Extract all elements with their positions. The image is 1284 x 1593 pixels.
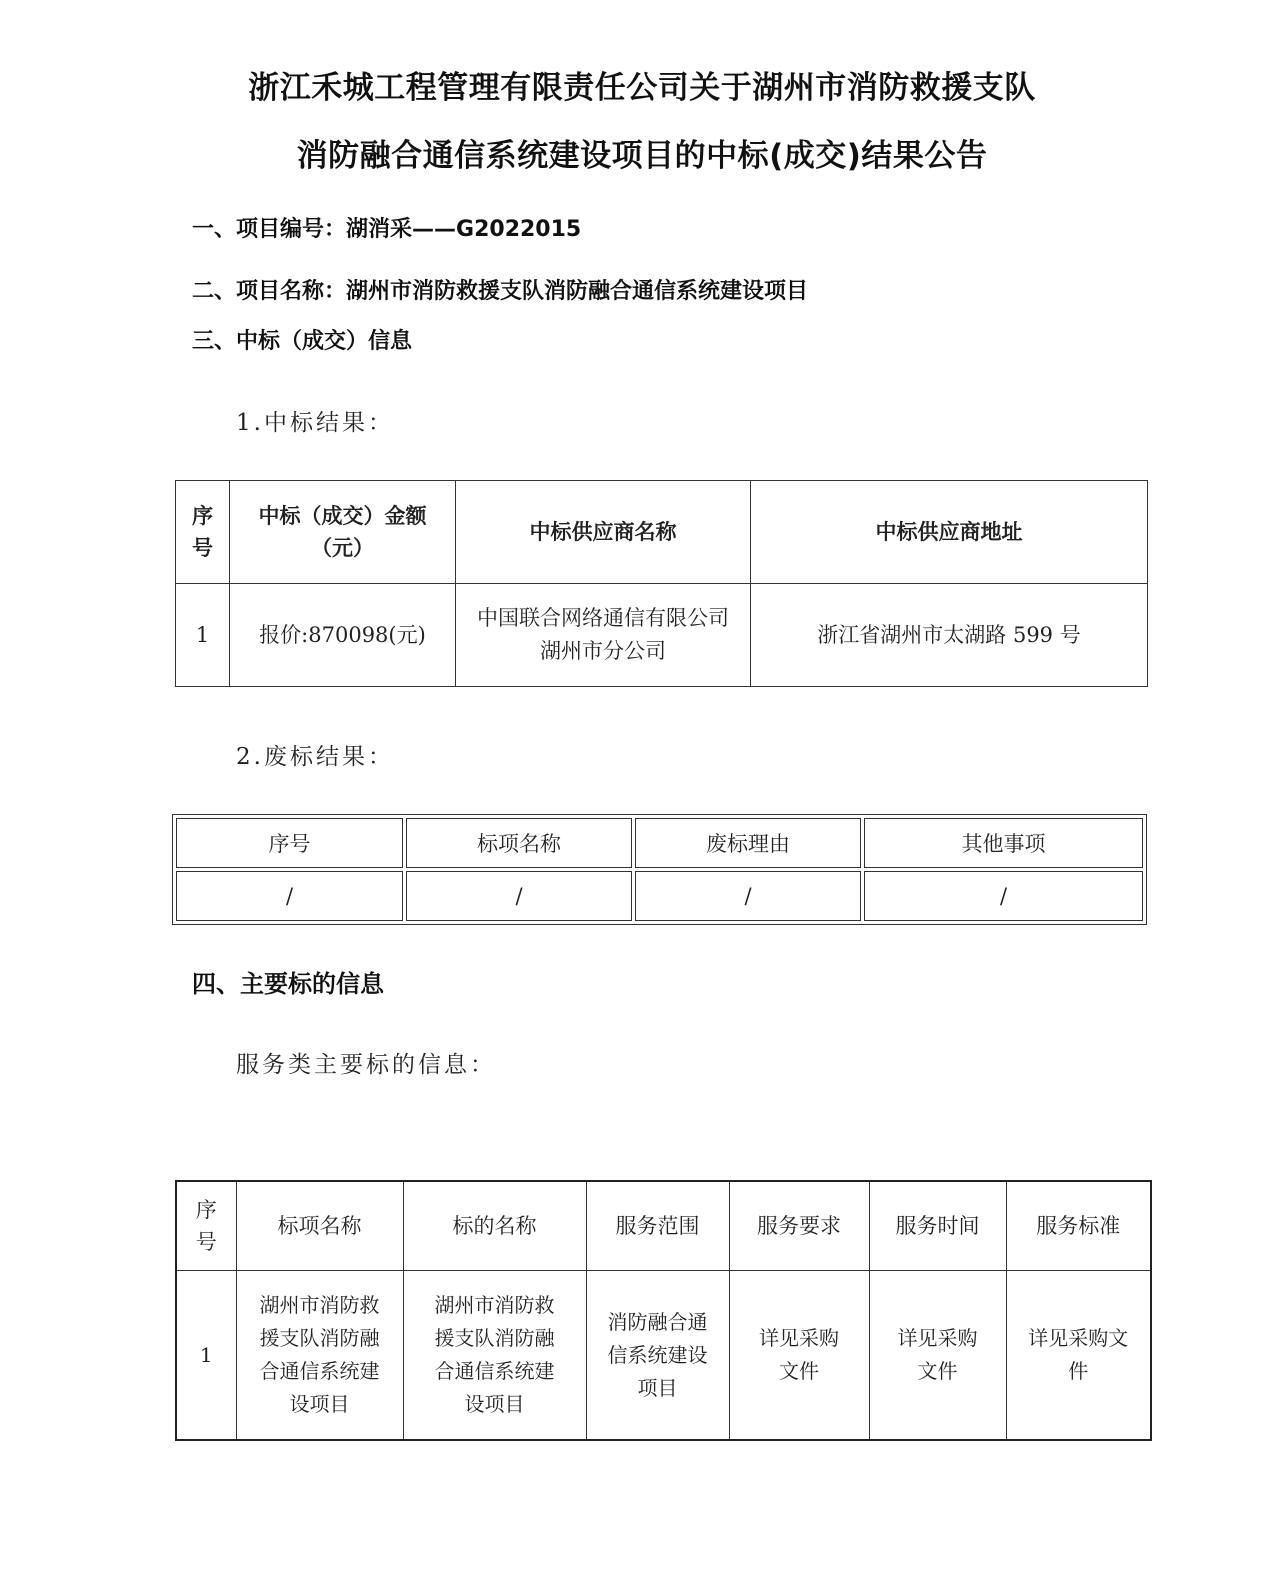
header-cell-other: 其他事项: [864, 818, 1143, 868]
award-info-heading: 三、中标（成交）信息: [192, 329, 413, 354]
cell-item-name: 湖州市消防救援支队消防融合通信系统建设项目: [236, 1271, 403, 1441]
cell-requirement: 详见采购文件: [729, 1271, 869, 1441]
table-header-row: [176, 481, 1148, 584]
award-result-subheading: 1.中标结果：: [236, 410, 394, 436]
subject-info-heading: 四、主要标的信息: [192, 970, 384, 998]
cell-other: /: [864, 871, 1143, 921]
table-row: [176, 584, 1148, 687]
cell-standard: 详见采购文件: [1006, 1271, 1151, 1441]
table-row: [176, 871, 1143, 921]
header-cell-no: 序号: [176, 818, 403, 868]
header-cell-time: 服务时间: [869, 1181, 1006, 1271]
header-cell-no: 序号: [176, 1181, 236, 1271]
failed-result-subheading: 2.废标结果：: [236, 744, 394, 770]
document-title-line-2: 消防融合通信系统建设项目的中标(成交)结果公告: [296, 138, 988, 174]
project-number-value: 湖消采——G2022015: [346, 217, 582, 242]
cell-supplier: 中国联合网络通信有限公司湖州市分公司: [456, 584, 751, 687]
project-number: [192, 212, 581, 243]
failed-bid-table: [172, 814, 1147, 925]
table-header-row: [176, 818, 1143, 868]
cell-no: 1: [176, 1271, 236, 1441]
subject-info-table: [175, 1180, 1152, 1441]
cell-subject-name: 湖州市消防救援支队消防融合通信系统建设项目: [403, 1271, 586, 1441]
table-header-row: [176, 1181, 1151, 1271]
cell-reason: /: [635, 871, 861, 921]
header-cell-subject-name: 标的名称: [403, 1181, 586, 1271]
header-cell-item-name: 标项名称: [406, 818, 632, 868]
cell-no: 1: [176, 584, 230, 687]
cell-address: 浙江省湖州市太湖路 599 号: [751, 584, 1148, 687]
header-cell-address: 中标供应商地址: [751, 481, 1148, 584]
header-cell-amount: 中标（成交）金额（元）: [230, 481, 456, 584]
header-cell-item-name: 标项名称: [236, 1181, 403, 1271]
header-cell-no: 序号: [176, 481, 230, 584]
header-cell-scope: 服务范围: [586, 1181, 729, 1271]
cell-scope: 消防融合通信系统建设项目: [586, 1271, 729, 1441]
cell-amount: 报价:870098(元): [230, 584, 456, 687]
project-number-label: 一、项目编号：: [192, 217, 347, 242]
cell-item-name: /: [406, 871, 632, 921]
cell-no: /: [176, 871, 403, 921]
cell-time: 详见采购文件: [869, 1271, 1006, 1441]
header-cell-supplier: 中标供应商名称: [456, 481, 751, 584]
header-cell-standard: 服务标准: [1006, 1181, 1151, 1271]
project-name-label: 二、项目名称：: [192, 279, 347, 304]
document-title-line-1: 浙江禾城工程管理有限责任公司关于湖州市消防救援支队: [248, 70, 1036, 106]
header-cell-requirement: 服务要求: [729, 1181, 869, 1271]
project-name-value: 湖州市消防救援支队消防融合通信系统建设项目: [346, 279, 809, 304]
service-subject-subheading: 服务类主要标的信息：: [236, 1052, 496, 1078]
project-name: [192, 274, 808, 305]
header-cell-reason: 废标理由: [635, 818, 861, 868]
award-result-table: [175, 480, 1148, 687]
table-row: [176, 1271, 1151, 1441]
